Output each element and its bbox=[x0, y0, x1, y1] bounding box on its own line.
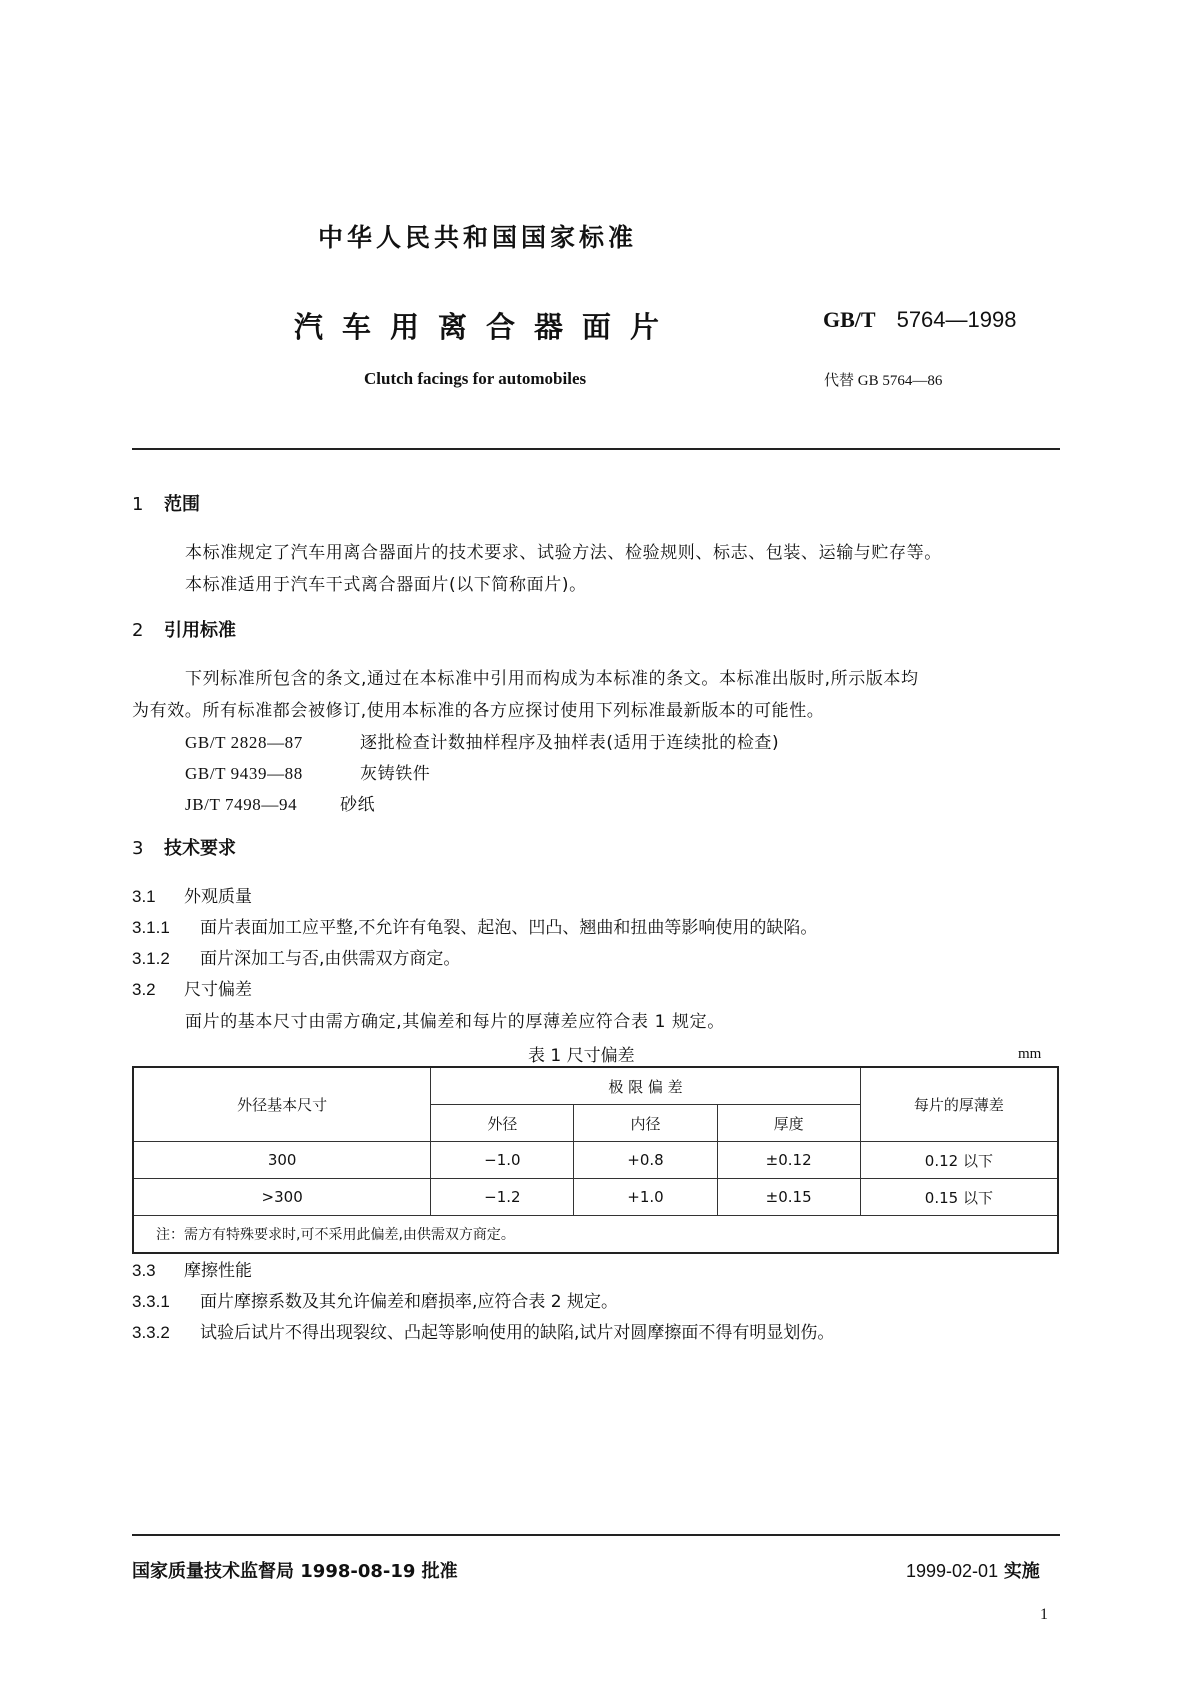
clause-number: 3.3 bbox=[132, 1261, 156, 1280]
paragraph: 本标准规定了汽车用离合器面片的技术要求、试验方法、检验规则、标志、包装、运输与贮存等。 bbox=[185, 543, 942, 563]
standard-code: 5764—1998 bbox=[896, 307, 1017, 332]
standard-organization: 中华人民共和国国家标准 bbox=[318, 223, 638, 252]
table-cell: >300 bbox=[133, 1179, 431, 1216]
effective-label: 实施 bbox=[1003, 1561, 1040, 1582]
document-title-english: Clutch facings for automobiles bbox=[364, 369, 587, 388]
section-3-heading bbox=[132, 834, 236, 860]
approval-statement: 国家质量技术监督局 1998-08-19 批准 bbox=[132, 1561, 458, 1582]
paragraph: 面片的基本尺寸由需方确定,其偏差和每片的厚薄差应符合表 1 规定。 bbox=[185, 1012, 725, 1032]
clause-3-1 bbox=[132, 882, 252, 907]
header-cell: 每片的厚薄差 bbox=[860, 1067, 1058, 1142]
replaces-standard: 代替 GB 5764—86 bbox=[824, 373, 943, 389]
footer-divider bbox=[132, 1534, 1060, 1536]
clause-text: 试验后试片不得出现裂纹、凸起等影响使用的缺陷,试片对圆摩擦面不得有明显划伤。 bbox=[200, 1323, 835, 1343]
clause-3-3-2 bbox=[132, 1318, 834, 1343]
reference-title: 砂纸 bbox=[340, 795, 376, 815]
table-note-row bbox=[133, 1216, 1058, 1254]
clause-3-2 bbox=[132, 975, 252, 1000]
table-note: 注：需方有特殊要求时,可不采用此偏差,由供需双方商定。 bbox=[133, 1216, 1058, 1254]
table-cell: −1.0 bbox=[431, 1142, 574, 1179]
header-cell: 内径 bbox=[574, 1105, 717, 1142]
clause-text: 面片摩擦系数及其允许偏差和磨损率,应符合表 2 规定。 bbox=[200, 1292, 619, 1312]
reference-item bbox=[185, 790, 375, 815]
section-number: 2 bbox=[132, 620, 144, 641]
clause-3-3 bbox=[132, 1256, 252, 1281]
reference-code: GB/T 2828—87 bbox=[185, 733, 303, 752]
table-caption: 表 1 尺寸偏差 bbox=[528, 1046, 635, 1066]
clause-3-1-1 bbox=[132, 913, 817, 938]
table-cell: 0.15 以下 bbox=[860, 1179, 1058, 1216]
clause-text: 面片深加工与否,由供需双方商定。 bbox=[200, 949, 461, 969]
clause-3-3-1 bbox=[132, 1287, 618, 1312]
clause-number: 3.1 bbox=[132, 887, 156, 906]
clause-number: 3.2 bbox=[132, 980, 156, 999]
clause-number: 3.3.1 bbox=[132, 1292, 170, 1311]
table-cell: ±0.12 bbox=[717, 1142, 860, 1179]
section-number: 3 bbox=[132, 838, 144, 859]
section-title: 范围 bbox=[164, 494, 200, 515]
dimension-deviation-table bbox=[132, 1066, 1059, 1254]
table-cell: −1.2 bbox=[431, 1179, 574, 1216]
section-title: 技术要求 bbox=[164, 838, 236, 859]
clause-number: 3.1.1 bbox=[132, 918, 170, 937]
table-cell: 300 bbox=[133, 1142, 431, 1179]
header-divider bbox=[132, 448, 1060, 450]
table-cell: ±0.15 bbox=[717, 1179, 860, 1216]
table-cell: 0.12 以下 bbox=[860, 1142, 1058, 1179]
clause-3-1-2 bbox=[132, 944, 460, 969]
section-2-heading bbox=[132, 616, 236, 642]
page-number: 1 bbox=[1040, 1606, 1048, 1623]
header-cell: 外径 bbox=[431, 1105, 574, 1142]
clause-text: 面片表面加工应平整,不允许有龟裂、起泡、凹凸、翘曲和扭曲等影响使用的缺陷。 bbox=[200, 918, 818, 938]
table-header-row bbox=[133, 1067, 1058, 1105]
section-number: 1 bbox=[132, 494, 144, 515]
paragraph: 为有效。所有标准都会被修订,使用本标准的各方应探讨使用下列标准最新版本的可能性。 bbox=[132, 701, 825, 721]
reference-title: 灰铸铁件 bbox=[360, 764, 431, 784]
section-1-heading bbox=[132, 490, 200, 516]
reference-code: GB/T 9439—88 bbox=[185, 764, 303, 783]
standard-number bbox=[823, 307, 1016, 333]
paragraph: 本标准适用于汽车干式离合器面片(以下简称面片)。 bbox=[185, 575, 587, 595]
document-title-chinese: 汽车用离合器面片 bbox=[294, 310, 679, 344]
header-cell: 外径基本尺寸 bbox=[133, 1067, 431, 1142]
table-unit: mm bbox=[1018, 1046, 1042, 1062]
reference-title: 逐批检查计数抽样程序及抽样表(适用于连续批的检查) bbox=[360, 733, 780, 753]
table-row bbox=[133, 1179, 1058, 1216]
header-cell: 厚度 bbox=[717, 1105, 860, 1142]
effective-date bbox=[906, 1557, 1040, 1583]
table-cell: +0.8 bbox=[574, 1142, 717, 1179]
table-cell: +1.0 bbox=[574, 1179, 717, 1216]
header-cell: 极 限 偏 差 bbox=[431, 1067, 860, 1105]
clause-text: 尺寸偏差 bbox=[184, 980, 252, 1000]
effective-date-value: 1999-02-01 bbox=[906, 1561, 999, 1581]
clause-text: 外观质量 bbox=[184, 887, 252, 907]
reference-item bbox=[185, 728, 779, 753]
clause-text: 摩擦性能 bbox=[184, 1261, 252, 1281]
table-row bbox=[133, 1142, 1058, 1179]
section-title: 引用标准 bbox=[164, 620, 236, 641]
paragraph: 下列标准所包含的条文,通过在本标准中引用而构成为本标准的条文。本标准出版时,所示版本均 bbox=[185, 669, 919, 689]
clause-number: 3.3.2 bbox=[132, 1323, 170, 1342]
reference-code: JB/T 7498—94 bbox=[185, 795, 298, 814]
clause-number: 3.1.2 bbox=[132, 949, 170, 968]
standard-prefix: GB/T bbox=[823, 307, 876, 332]
reference-item bbox=[185, 759, 430, 784]
